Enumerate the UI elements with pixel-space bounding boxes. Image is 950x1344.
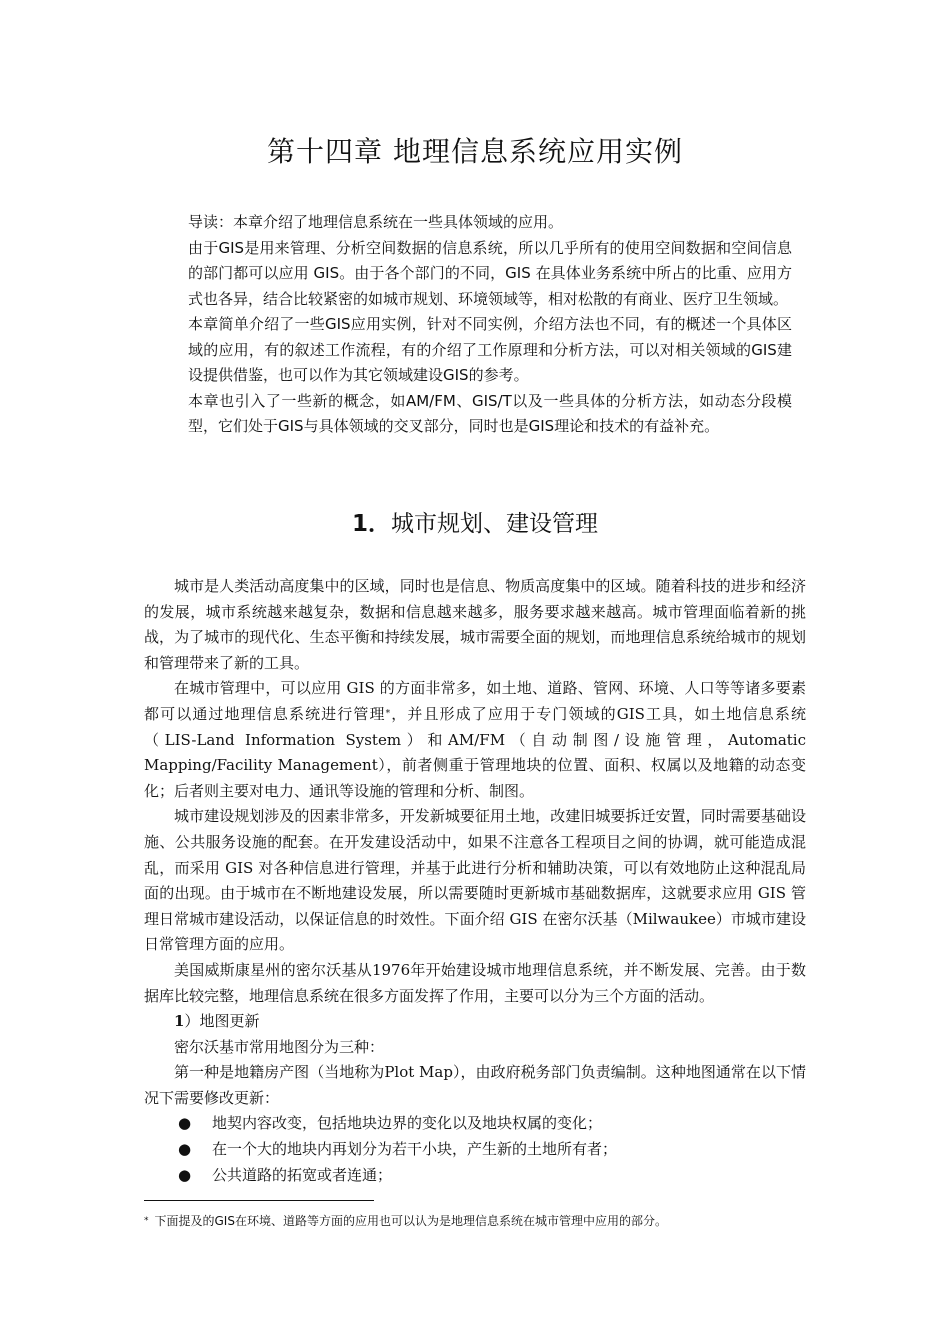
body-paragraph: 第一种是地籍房产图（当地称为Plot Map），由政府税务部门负责编制。这种地图通常在以下情况下需要修改更新： <box>144 1063 806 1107</box>
bullet-icon: ● <box>178 1165 192 1184</box>
bullet-icon: ● <box>178 1114 192 1133</box>
body-paragraph: 城市建设规划涉及的因素非常多，开发新城要征用土地，改建旧城要拆迁安置，同时需要基础设施、公共服务设施的配套。在开发建设活动中，如果不注意各工程项目之间的协调，就可能造成混乱，而采用 GIS 对各种信息进行管理，并基于此进行分析和辅助决策，可以有效地防止这种混乱局面的出现。由于城市在不断地建设发展，所以需要随时更新城市基础数据库，这就要求应用 GIS 管理日常城市建设活动，以保证信息的时效性。下面介绍 GIS 在密尔沃基（Milwaukee）市城市建设日常管理方面的应用。 <box>144 807 806 954</box>
footnote-reference[interactable]: * <box>385 708 391 719</box>
body-text: 在城市管理中，可以应用 GIS 的方面非常多，如土地、道路、管网、环境、人口等等诸多要素都可以通过地理信息系统进行管理 <box>144 679 806 723</box>
bullet-icon: ● <box>178 1140 192 1159</box>
body-paragraph: 密尔沃基市常用地图分为三种： <box>174 1037 385 1056</box>
intro-paragraph: 本章简单介绍了一些GIS应用实例，针对不同实例，介绍方法也不同，有的概述一个具体区域的应用，有的叙述工作流程，有的介绍了工作原理和分析方法，可以对相关领域的GIS建设提供借鉴，也可以作为其它领域建设GIS的参考。 <box>188 315 792 384</box>
footnote-divider <box>144 1200 374 1201</box>
body-paragraph: 城市是人类活动高度集中的区域，同时也是信息、物质高度集中的区域。随着科技的进步和经济的发展，城市系统越来越复杂，数据和信息越来越多，服务要求越来越高。城市管理面临着新的挑战，为了城市的现代化、生态平衡和持续发展，城市需要全面的规划，而地理信息系统给城市的规划和管理带来了新的工具。 <box>144 577 806 672</box>
section-number: 1． <box>351 511 391 537</box>
list-item-text: 在一个大的地块内再划分为若干小块，产生新的土地所有者； <box>212 1140 618 1159</box>
chapter-intro <box>188 210 792 440</box>
footnote-text: 下面提及的GIS在环境、道路等方面的应用也可以认为是地理信息系统在城市管理中应用的部分。 <box>154 1214 667 1228</box>
body-paragraph: 美国威斯康星州的密尔沃基从1976年开始建设城市地理信息系统，并不断发展、完善。由于数据库比较完整，地理信息系统在很多方面发挥了作用，主要可以分为三个方面的活动。 <box>144 960 806 1005</box>
list-item-text: 公共道路的拓宽或者连通； <box>212 1165 393 1184</box>
subsection-label: ）地图更新 <box>184 1012 260 1031</box>
bullet-list <box>144 1111 806 1188</box>
section-title-text: 城市规划、建设管理 <box>391 511 598 537</box>
list-item <box>144 1111 806 1137</box>
chapter-title: 第十四章 地理信息系统应用实例 <box>267 135 683 168</box>
subsection-number: 1 <box>174 1012 185 1031</box>
body-text: ，并且形成了应用于专门领域的GIS工具，如土地信息系统（LIS-Land Information System）和AM/FM（自动制图/设施管理，Automatic Mapping/Facility Management），前者侧重于管理地块的位置、面积、权属以及地籍的动态变化；后者则主要对电力、通讯等设施的管理和分析、制图。 <box>144 704 806 800</box>
section-heading <box>0 505 950 538</box>
list-item <box>144 1137 806 1163</box>
body-paragraph <box>144 676 806 804</box>
intro-paragraph: 本章也引入了一些新的概念，如AM/FM、GIS/T以及一些具体的分析方法，如动态分段模型，它们处于GIS与具体领域的交叉部分，同时也是GIS理论和技术的有益补充。 <box>188 391 792 435</box>
intro-paragraph: 导读：本章介绍了地理信息系统在一些具体领域的应用。 <box>188 213 564 231</box>
footnote <box>144 1212 806 1230</box>
list-item <box>144 1163 806 1189</box>
list-item-text: 地契内容改变，包括地块边界的变化以及地块权属的变化； <box>212 1114 603 1133</box>
intro-paragraph: 由于GIS是用来管理、分析空间数据的信息系统，所以几乎所有的使用空间数据和空间信息的部门都可以应用 GIS。由于各个部门的不同，GIS 在具体业务系统中所占的比重、应用方式也各异，结合比较紧密的如城市规划、环境领域等，相对松散的有商业、医疗卫生领域。 <box>188 238 792 308</box>
section-body <box>144 574 806 1188</box>
footnote-mark: * <box>144 1216 149 1226</box>
subsection-heading <box>144 1009 806 1035</box>
